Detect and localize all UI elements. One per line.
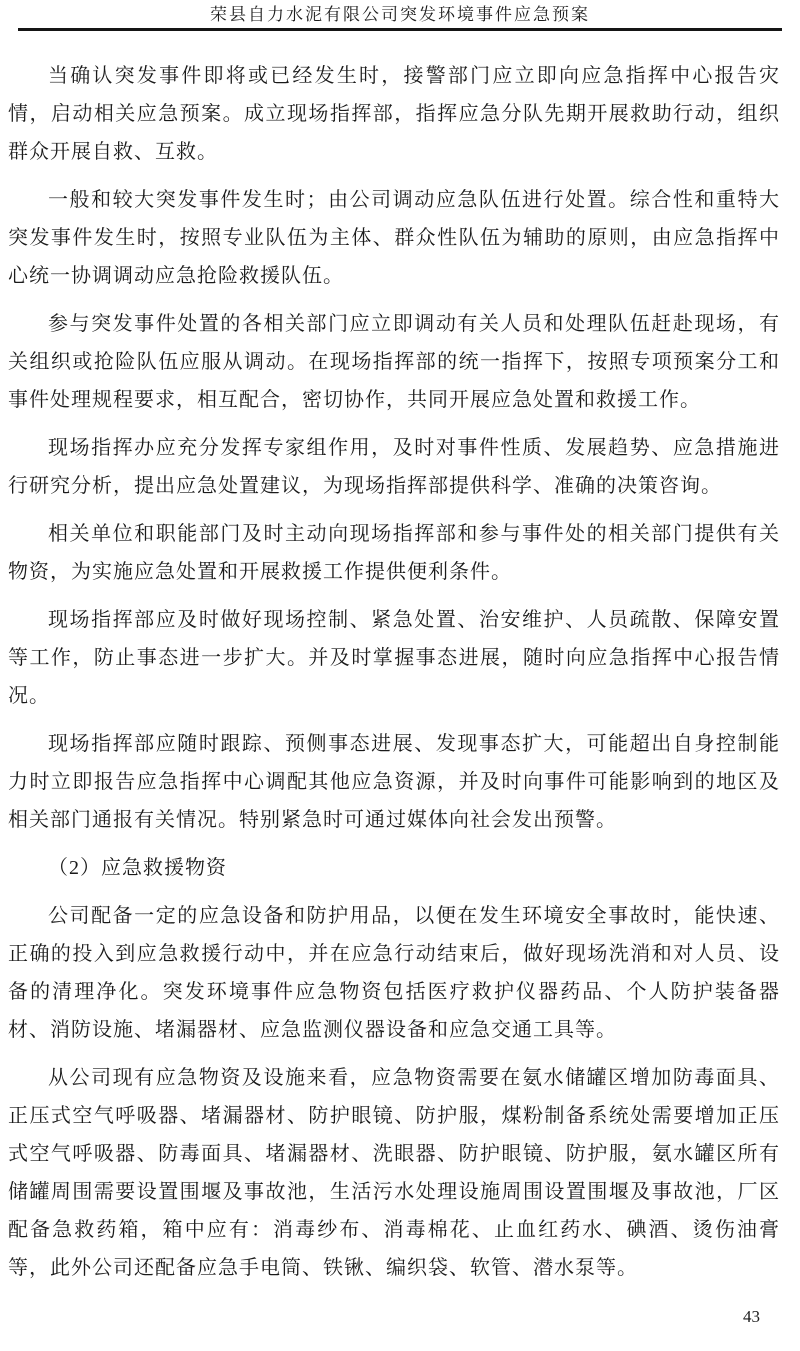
section-heading: （2）应急救援物资	[48, 857, 227, 879]
document-body	[0, 31, 800, 1287]
paragraph: 一般和较大突发事件发生时；由公司调动应急队伍进行处置。综合性和重特大突发事件发生时，按照专业队伍为主体、群众性队伍为辅助的原则，由应急指挥中心统一协调调动应急抢险救援队伍。	[8, 189, 780, 287]
paragraph: 参与突发事件处置的各相关部门应立即调动有关人员和处理队伍赶赴现场，有关组织或抢险队伍应服从调动。在现场指挥部的统一指挥下，按照专项预案分工和事件处理规程要求，相互配合，密切协作，共同开展应急处置和救援工作。	[8, 313, 780, 411]
paragraph: 从公司现有应急物资及设施来看，应急物资需要在氨水储罐区增加防毒面具、正压式空气呼吸器、堵漏器材、防护眼镜、防护服，煤粉制备系统处需要增加正压式空气呼吸器、防毒面具、堵漏器材、洗眼器、防护眼镜、防护服，氨水罐区所有储罐周围需要设置围堰及事故池，生活污水处理设施周围设置围堰及事故池，厂区配备急救药箱，箱中应有：消毒纱布、消毒棉花、止血红药水、碘酒、烫伤油膏等，此外公司还配备应急手电筒、铁锹、编织袋、软管、潜水泵等。	[8, 1067, 780, 1279]
paragraph: 现场指挥部应随时跟踪、预侧事态进展、发现事态扩大，可能超出自身控制能力时立即报告应急指挥中心调配其他应急资源，并及时向事件可能影响到的地区及相关部门通报有关情况。特别紧急时可通过媒体向社会发出预警。	[8, 733, 780, 831]
paragraph: 现场指挥部应及时做好现场控制、紧急处置、治安维护、人员疏散、保障安置等工作，防止事态进一步扩大。并及时掌握事态进展，随时向应急指挥中心报告情况。	[8, 609, 780, 707]
header-title: 荣县自力水泥有限公司突发环境事件应急预案	[210, 5, 590, 24]
paragraph: 相关单位和职能部门及时主动向现场指挥部和参与事件处的相关部门提供有关物资，为实施应急处置和开展救援工作提供便利条件。	[8, 523, 780, 583]
paragraph: 公司配备一定的应急设备和防护用品，以便在发生环境安全事故时，能快速、正确的投入到应急救援行动中，并在应急行动结束后，做好现场洗消和对人员、设备的清理净化。突发环境事件应急物资包括医疗救护仪器药品、个人防护装备器材、消防设施、堵漏器材、应急监测仪器设备和应急交通工具等。	[8, 905, 780, 1041]
page-number: 43	[743, 1307, 760, 1326]
page-footer	[743, 1308, 760, 1325]
paragraph: 现场指挥办应充分发挥专家组作用，及时对事件性质、发展趋势、应急措施进行研究分析，提出应急处置建议，为现场指挥部提供科学、准确的决策咨询。	[8, 437, 780, 497]
paragraph: 当确认突发事件即将或已经发生时，接警部门应立即向应急指挥中心报告灾情，启动相关应急预案。成立现场指挥部，指挥应急分队先期开展救助行动，组织群众开展自救、互救。	[8, 65, 780, 163]
page-header	[0, 0, 800, 31]
